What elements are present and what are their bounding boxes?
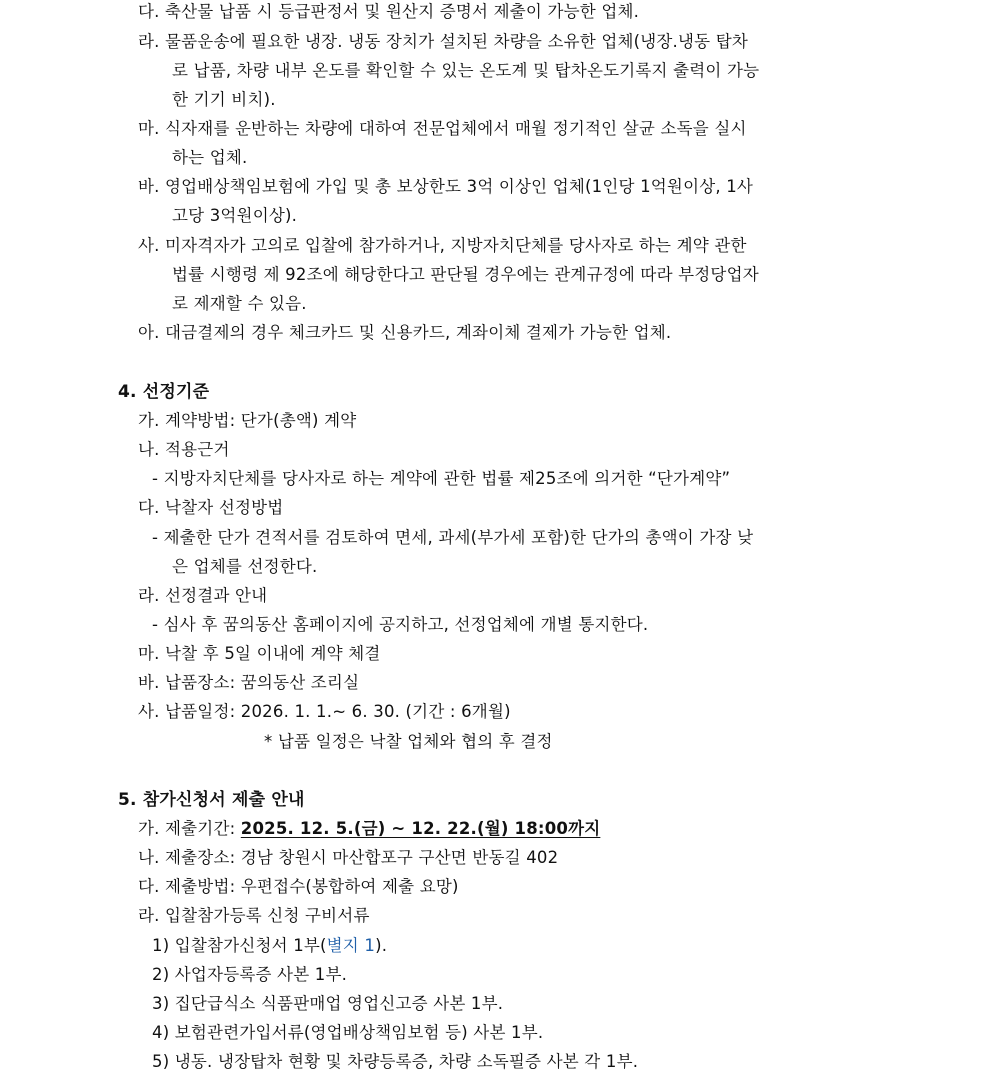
result-notice-detail: - 심사 후 꿈의동산 홈페이지에 공지하고, 선정업체에 개별 통지한다. <box>152 615 649 634</box>
item-da-livestock: 다. 축산물 납품 시 등급판정서 및 원산지 증명서 제출이 가능한 업체. <box>138 2 640 21</box>
submission-period-value: 2025. 12. 5.(금) ~ 12. 22.(월) 18:00까지 <box>240 819 601 838</box>
item-ra-line-3: 한 기기 비치). <box>172 90 276 109</box>
document-1-text: 1) 입찰참가신청서 1부( <box>152 936 327 955</box>
item-ma-line-2: 하는 업체. <box>172 148 248 167</box>
item-ma-contract-signing: 마. 낙찰 후 5일 이내에 계약 체결 <box>138 644 381 663</box>
submission-period-label: 가. 제출기간: <box>138 819 241 838</box>
legal-basis-detail: - 지방자치단체를 당사자로 하는 계약에 관한 법률 제25조에 의거한 “단가계약” <box>152 469 731 488</box>
item-ba-insurance: 바. 영업배상책임보험에 가입 및 총 보상한도 3억 이상인 업체(1인당 1억원이상, 1사 <box>138 177 754 196</box>
document-3: 3) 집단급식소 식품판매업 영업신고증 사본 1부. <box>152 994 504 1013</box>
item-sa-line-3: 로 제재할 수 있음. <box>172 294 307 313</box>
item-da-submission-method: 다. 제출방법: 우편접수(봉합하여 제출 요망) <box>138 877 459 896</box>
item-ra-line-2: 로 납품, 차량 내부 온도를 확인할 수 있는 온도계 및 탑차온도기록지 출력이 가능 <box>172 61 760 80</box>
item-sa-disqualification: 사. 미자격자가 고의로 입찰에 참가하거나, 지방자치단체를 당사자로 하는 계약 관한 <box>138 236 747 255</box>
item-sa-line-2: 법률 시행령 제 92조에 해당한다고 판단될 경우에는 관계규정에 따라 부정당업자 <box>172 265 759 284</box>
item-a-payment: 아. 대금결제의 경우 체크카드 및 신용카드, 계좌이체 결제가 가능한 업체. <box>138 323 672 342</box>
item-na-legal-basis: 나. 적용근거 <box>138 440 230 459</box>
item-na-submission-place: 나. 제출장소: 경남 창원시 마산합포구 구산면 반동길 402 <box>138 848 559 867</box>
document-5: 5) 냉동. 냉장탑차 현황 및 차량등록증, 차량 소독필증 사본 각 1부. <box>152 1052 639 1071</box>
attachment-1-link[interactable]: 별지 1 <box>326 936 376 955</box>
document-1-close: ). <box>375 936 388 955</box>
delivery-schedule-note: * 납품 일정은 낙찰 업체와 협의 후 결정 <box>264 732 553 751</box>
item-ma-disinfection: 마. 식자재를 운반하는 차량에 대하여 전문업체에서 매월 정기적인 살균 소독을 실시 <box>138 119 747 138</box>
item-ga-submission-period <box>138 818 600 840</box>
item-sa-delivery-schedule: 사. 납품일정: 2026. 1. 1.~ 6. 30. (기간 : 6개월) <box>138 702 511 721</box>
document-2: 2) 사업자등록증 사본 1부. <box>152 965 348 984</box>
selection-method-detail-2: 은 업체를 선정한다. <box>172 557 318 576</box>
item-ra-result-notice: 라. 선정결과 안내 <box>138 586 268 605</box>
item-da-selection-method: 다. 낙찰자 선정방법 <box>138 498 284 517</box>
document-1 <box>152 935 387 957</box>
selection-method-detail: - 제출한 단가 견적서를 검토하여 면세, 과세(부가세 포함)한 단가의 총액이 가장 낮 <box>152 528 754 547</box>
item-ra-refrigerated-vehicle: 라. 물품운송에 필요한 냉장. 냉동 장치가 설치된 차량을 소유한 업체(냉장.냉동 탑차 <box>138 32 749 51</box>
document-4: 4) 보험관련가입서류(영업배상책임보험 등) 사본 1부. <box>152 1023 544 1042</box>
item-ra-required-documents: 라. 입찰참가등록 신청 구비서류 <box>138 906 370 925</box>
section-5-heading: 5. 참가신청서 제출 안내 <box>118 790 305 810</box>
item-ga-contract-method: 가. 계약방법: 단가(총액) 계약 <box>138 411 357 430</box>
item-ba-line-2: 고당 3억원이상). <box>172 206 298 225</box>
section-4-heading: 4. 선정기준 <box>118 382 210 402</box>
item-ba-delivery-place: 바. 납품장소: 꿈의동산 조리실 <box>138 673 360 692</box>
